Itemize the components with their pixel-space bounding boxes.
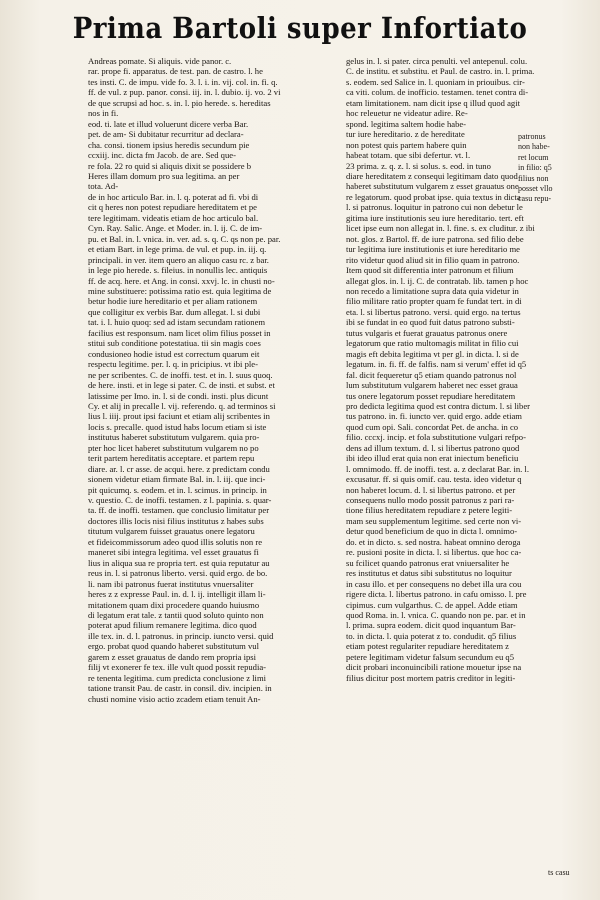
text-line: reus in. l. si patronus liberto. versi. quid ergo. de bo. [88,568,268,579]
text-line: heres z z expresse Paul. in. d. l. ij. intelligit illam li- [88,589,266,600]
text-line: Cyn. Ray. Salic. Ange. et Moder. in. l. ij. C. de im- [88,223,263,234]
text-line: tere legitimam. videatis etiam de hoc articulo bal. [88,212,259,223]
margin-note: ret locum [518,152,549,162]
text-line: in lege pio herede. s. fileius. in nonullis lec. antiquis [88,265,268,276]
text-line: maneret sibi integra legitima. vel esset grauatus fi [88,547,259,558]
text-line: not. glos. z Bartol. ff. de iure patrona. sed filio debe [346,233,524,244]
text-line: chusti nomine visio actio zcadem etiam tenuit An- [88,693,261,704]
text-line: institutus haberet substitutum vulgarem. quia pro- [88,432,260,443]
text-line: lius in aliqua sua re propria tert. est quia reputatur au [88,557,270,568]
text-line: tus patrono. in. fi. iuncto ver. quid ergo. adde etiam [346,411,522,422]
text-line: ff. de acq. here. et Ang. in consi. xxvj. lc. in chusti no- [88,275,275,286]
text-line: ta. ff. de inoffi. testamen. que conclusio limitatur per [88,505,270,516]
text-line: non recedo a limitatione supra data quia videtur in [346,285,519,296]
text-line: licet ipse eum non allegat in. l. fine. s. ex cluditur. z ibi [346,223,535,234]
text-line: nos in fi. [88,108,119,119]
text-line: respectu legitime. per. l. q. in pricipius. vt ibi ple- [88,359,258,370]
text-line: l. prima. supra eodem. dicit quod inquantum Bar- [346,620,516,631]
text-line: pu. et Bal. in. l. vnica. in. ver. ad. s. q. C. qs non pe. par. [88,233,281,244]
text-line: tota. Ad- [88,181,119,192]
text-line: pet. de am- Si dubitatur recurritur ad declara- [88,129,244,140]
text-line: in casu illo. et per consequens no debet illa ura cou [346,578,522,589]
text-line: cipimus. cum vulgarthus. C. de appel. Adde etiam [346,599,518,610]
text-line: mitationem quam dixi procedere quando huiusmo [88,599,260,610]
text-line: pter hoc licet haberet substitutum vulgarem no po [88,442,259,453]
text-line: eod. ti. late et illud voluerunt dicere verba Bar. [88,118,249,129]
text-line: spond. legitima saltem hodie habe- [346,118,467,129]
text-line: di legatum erat tale. z tantii quod soluto quinto non [88,610,264,621]
margin-note: casu repu- [518,194,552,204]
text-line: sionem videtur etiam firmate Bal. in. l. iij. que inci- [88,474,266,485]
text-line: mam seu supplementum legitime. sed certe non vi- [346,515,522,526]
text-line: garem z esset grauatus de dando rem propria ipsi [88,651,256,662]
text-line: fal. dicit fequeretur q5 etiam quando patronus nol [346,369,517,380]
margin-note: non habe- [518,142,550,152]
text-line: re fola. 22 ro quid si aliquis dixit se possidere b [88,160,252,171]
text-line: tus onere legatorum posset repudiare hereditatem [346,390,516,401]
text-line: dicit probari inconuincibili ratione mouetur ipse na [346,662,522,673]
text-line: doctores illis locis nisi filius institutus z habes subs [88,515,264,526]
text-line: filius dicitur post mortem patris creditor in legiti- [346,672,516,683]
text-line: cit q heres non potest repudiare hereditatem et pe [88,202,257,213]
text-line: re tenenta legitima. cum predicta conclusione z limi [88,672,267,683]
text-line: su fcilicet quando patronus erat vniuersaliter he [346,557,510,568]
text-line: legatorum que ratio multomagis militat in filio cui [346,338,519,349]
text-line: ergo. probat quod quando haberet substitutum vul [88,641,259,652]
text-line: lius l. iiij. prout ipsi faciunt et etiam alij scribentes in [88,411,270,422]
text-line: quod Roma. in. l. vnica. C. quando non pe. par. et in [346,610,526,621]
text-line: tat. i. l. huio quoq: sed ad istam secundam rationem [88,317,266,328]
left-column [88,56,338,704]
text-line: l. omnimodo. ff. de inoffi. test. a. z declarat Bar. in. l. [346,463,529,474]
text-line: diare hereditatem z consequi legitimam dato quod [346,170,518,181]
text-line: stitui sub conditione potestatiua. tii sin magis coes [88,338,261,349]
text-line: ille tex. in. d. l. patronus. in princip. iuncto versi. quid [88,630,274,641]
text-line: titutum vulgarem fuisset grauatus onere legatoru [88,526,255,537]
text-line: Cy. et alij in precalle l. vij. referendo. q. ad terminos si [88,400,276,411]
text-line: terit partem hereditatis acceptare. et partem repu [88,453,255,464]
text-line: hoc releuetur ne videatur adire. Re- [346,108,468,119]
text-line: v. questio. C. de inoffi. testamen. z l. papinia. s. quar- [88,495,272,506]
right-margin-notes [518,132,578,205]
text-line: Heres illam domum pro sua legitima. an per [88,170,240,181]
text-line: tes insti. C. de impu. vide fo. 3. l. i. in. vij. col. in. fi. q. [88,76,278,87]
text-line: Item quod sit differentia inter patronum et filium [346,265,514,276]
text-line: principali. in ver. item quero an aliquo casu rc. z bar. [88,254,269,265]
text-line: et etiam Bart. in lege prima. de vul. et pup. in. iij. q. [88,244,267,255]
text-line: dens ad illum textum. d. l. si libertus patrono quod [346,442,520,453]
text-line: excusatur. ff. si quis omif. cau. testa. ideo videtur q [346,474,522,485]
text-line: filio militare ratio propter quam fe fundat tert. in di [346,296,522,307]
text-line: re. pusioni posite in dicta. l. si libertus. que hoc ca- [346,547,522,558]
text-line: re legatorum. quod probat ipse. quia textus in dicta [346,191,521,202]
text-line: allegat glos. in. l. ij. C. de contratab. lib. tamen p hoc [346,275,529,286]
text-line: quod cum opi. Sali. concordat Pet. de ancha. in co [346,421,519,432]
text-line: s. eodem. sed Salice in. l. quoniam in priouibus. cir- [346,76,525,87]
text-line: filij vt exonerer fe tex. ille vult quod possit repudia- [88,662,267,673]
text-line: C. de institu. et substitu. et Paul. de castro. in. l. prima. [346,66,535,77]
text-line: locis s. precalle. quod istud habs locum etiam si iste [88,421,267,432]
text-line: ff. de vul. z pup. panor. consi. iij. in. l. dubio. ij. vo. 2 vi [88,87,281,98]
text-line: mine substituere: potissima ratio est. quia legitima de [88,285,272,296]
text-line: etiam potest regulariter repudiare hereditatem z [346,641,509,652]
text-line: gelus in. l. si pater. circa penulti. vel antepenul. colu. [346,56,528,66]
text-line: pit quicumq. s. eodem. et in. l. scimus. in princip. in [88,484,267,495]
text-line: lum substitutum vulgarem haberet nec esset graua [346,380,518,391]
text-line: ibi ideo illud erat quia non erat iniectum beneficiu [346,453,519,464]
text-line: cha. consi. tionem ipsius heredis secundum pie [88,139,250,150]
text-line: condusioneo hodie istud est correctum quarum eit [88,348,260,359]
text-line: diare. ar. l. cr asse. de acqui. here. z predictam condu [88,463,270,474]
text-line: etam limitationem. nam dicit ipse q illud quod agit [346,97,520,108]
margin-note: patronus [518,132,546,141]
text-line: betur hodie iure hereditario et per aliam rationem [88,296,258,307]
text-line: haberet substitutum vulgarem z esset grauatus one [346,181,519,192]
text-line: que colligitur ex verbis Bar. dum allegat. l. si dubi [88,306,261,317]
text-line: l. si patronus. loquitur in patrono cui non debetur le [346,202,523,213]
text-line: latissime per Imo. in. l. si de condi. insti. plus dicunt [88,390,269,401]
text-line: facilius est responsum. nam licet olim filius posset in [88,327,271,338]
text-line: de in hoc articulo Bar. in. l. q. poterat ad fi. vbi di [88,191,259,202]
text-line: gitima iure institutionis seu iure hereditario. tert. eft [346,212,524,223]
text-line: magis eft debita legitima vt per gl. in dicta. l. si de [346,348,519,359]
text-line: tione filius hereditatem repudiare z petere legiti- [346,505,513,516]
text-line: eta. l. si libertus patrono. versi. quid ergo. na tertus [346,306,521,317]
page-header [0,14,600,50]
text-line: legatum. in. fi. ff. de falfis. nam si verum' effet id q5 [346,359,527,370]
text-line: rito videtur quod aliud sit in filio quam in patrono. [346,254,520,265]
text-line: de here. insti. et in lege si pater. C. de insti. et subst. et [88,380,275,391]
text-line: rigere dicta. l. libertus patrono. in cafu omisso. l. pre [346,589,527,600]
text-line: ne per scribentes. C. de inoffi. test. et in. l. suus quoq. [88,369,273,380]
bottom-right-note: ts casu [548,868,570,877]
text-line: tutus vulgaris et fuerat grauatus patronus onere [346,327,508,338]
text-line: non haberet locum. d. l. si libertus patrono. et per [346,484,516,495]
text-line: do. et in dicto. s. sed nostra. habeat omnino deroga [346,536,521,547]
text-line: habeat totam. que sibi defertur. vt. l. [346,150,471,161]
text-line: de que scrupsi ad hoc. s. in. l. pio herede. s. hereditas [88,97,271,108]
text-line: poterat apud filium remanere legitima. dico quod [88,620,257,631]
text-line: ca viti. colum. de inofficio. testamen. tenet contra di- [346,87,529,98]
text-line: petere legitimam videtur falsum secundum eu q5 [346,651,515,662]
margin-note: filius non [518,173,549,183]
text-line: to. in dicta. l. quia poterat z to. condudit. q5 filius [346,630,517,641]
text-line: pro dedicta legitima quod est contra dictum. l. si liber [346,400,531,411]
text-line: tatione transit Pau. de castr. in consil. div. incipien. in [88,683,272,694]
text-line: Andreas pomate. Si aliquis. vide panor. c. [88,56,232,66]
text-line: li. nam ibi patronus fuerat institutus vnuersaliter [88,578,254,589]
text-line: ccxiij. inc. dicta fm Jacob. de are. Sed que- [88,150,236,161]
inset-block [346,108,514,171]
text-line: filio. cccxj. incip. et fola substitutione vulgari refpo- [346,432,526,443]
text-line: et fideicommissorum adeo quod illis solutis non re [88,536,263,547]
margin-note: in filio: q5 [518,163,552,173]
text-line: rar. prope fi. apparatus. de test. pan. de castro. l. he [88,66,263,77]
page-title: Prima Bartoli super Infortiato [72,12,528,46]
text-line: consequens nullo modo possit patronus z pari ra- [346,495,515,506]
margin-note: posset vllo [518,184,553,194]
text-line: 23 prima. z. q. z. l. si solus. s. eod. in tuno [346,160,491,171]
text-line: non potest quis partem habere quin [346,139,467,150]
text-line: res institutus et datus sibi substitutus no loquitur [346,568,512,579]
text-line: detur quod beneficium de quo in dicta l. omnimo- [346,526,518,537]
text-line: ibi se fundat in eo quod fuit datus patrono substi- [346,317,515,328]
text-line: tur iure hereditario. z de hereditate [346,129,465,140]
text-line: tur legitima iure institutionis et iure hereditario me [346,244,520,255]
